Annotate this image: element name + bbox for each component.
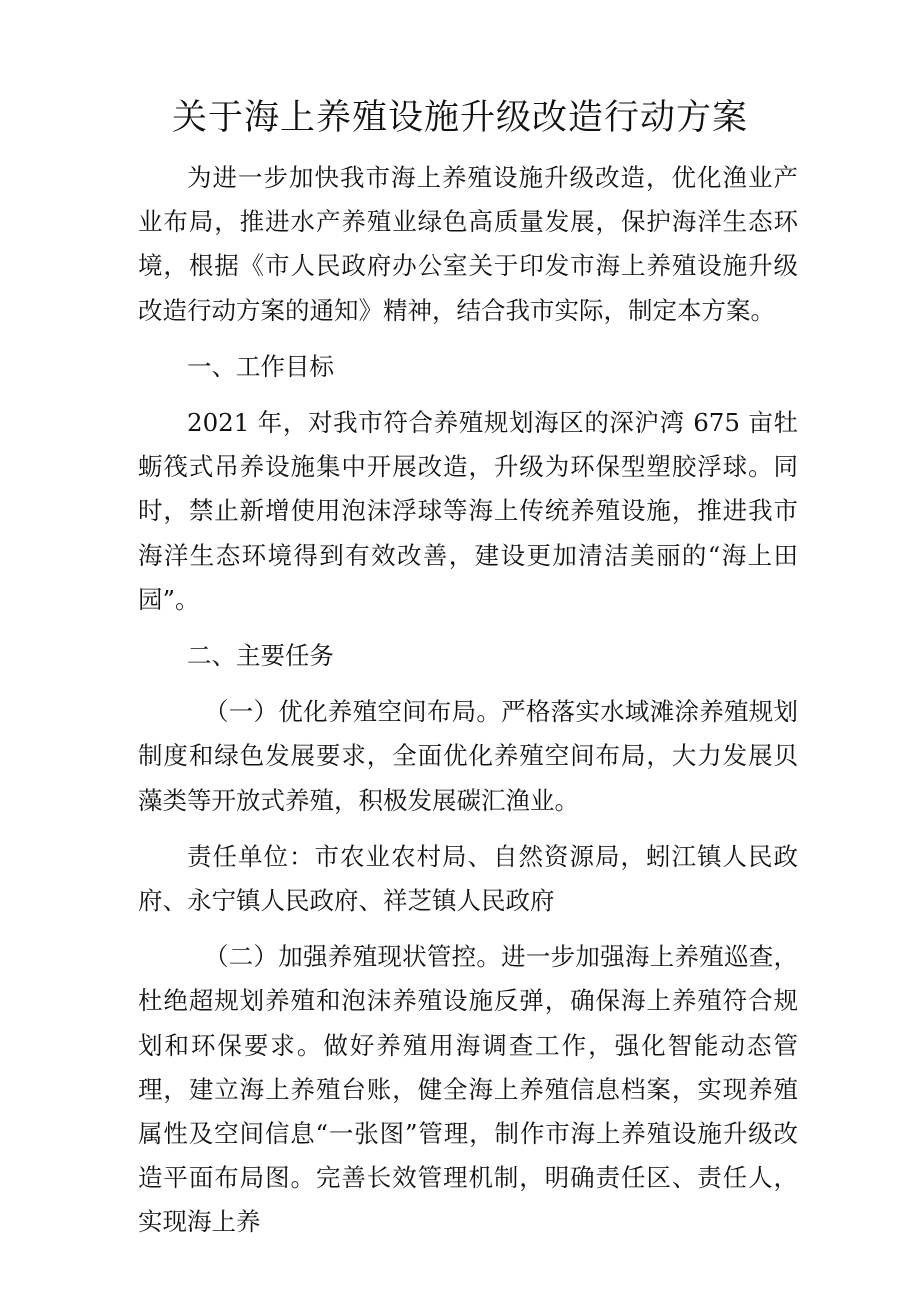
document-title: 关于海上养殖设施升级改造行动方案 [171, 98, 748, 138]
section-1-heading: 一、工作目标 [187, 351, 334, 381]
section-2-heading: 二、主要任务 [187, 641, 334, 671]
task-2-paragraph: （二）加强养殖现状管控。进一步加强海上养殖巡查，杜绝超规划养殖和泡沫养殖设施反弹，确保海上养殖符合规划和环保要求。做好养殖用海调查工作，强化智能动态管理，建立海上养殖台账，健全海上养殖信息档案，实现养殖属性及空间信息“一张图”管理，制作市海上养殖设施升级改造平面布局图。完善长效管理机制，明确责任区、责任人，实现海上养 [138, 942, 798, 1237]
task-1-paragraph: （一）优化养殖空间布局。严格落实水域滩涂养殖规划制度和绿色发展要求，全面优化养殖空间布局，大力发展贝藻类等开放式养殖，积极发展碳汇渔业。 [138, 697, 798, 815]
document-body [138, 156, 798, 1245]
intro-paragraph: 为进一步加快我市海上养殖设施升级改造，优化渔业产业布局，推进水产养殖业绿色高质量发展，保护海洋生态环境，根据《市人民政府办公室关于印发市海上养殖设施升级改造行动方案的通知》精神，结合我市实际，制定本方案。 [138, 163, 798, 325]
section-1-paragraph: 2021 年，对我市符合养殖规划海区的深沪湾 675 亩牡蛎筏式吊养设施集中开展改造，升级为环保型塑胶浮球。同时，禁止新增使用泡沫浮球等海上传统养殖设施，推进我市海洋生态环境得到有效改善，建设更加清洁美丽的“海上田园”。 [138, 408, 798, 614]
task-1-responsible-units: 责任单位：市农业农村局、自然资源局，蚓江镇人民政府、永宁镇人民政府、祥芝镇人民政府 [138, 841, 798, 916]
